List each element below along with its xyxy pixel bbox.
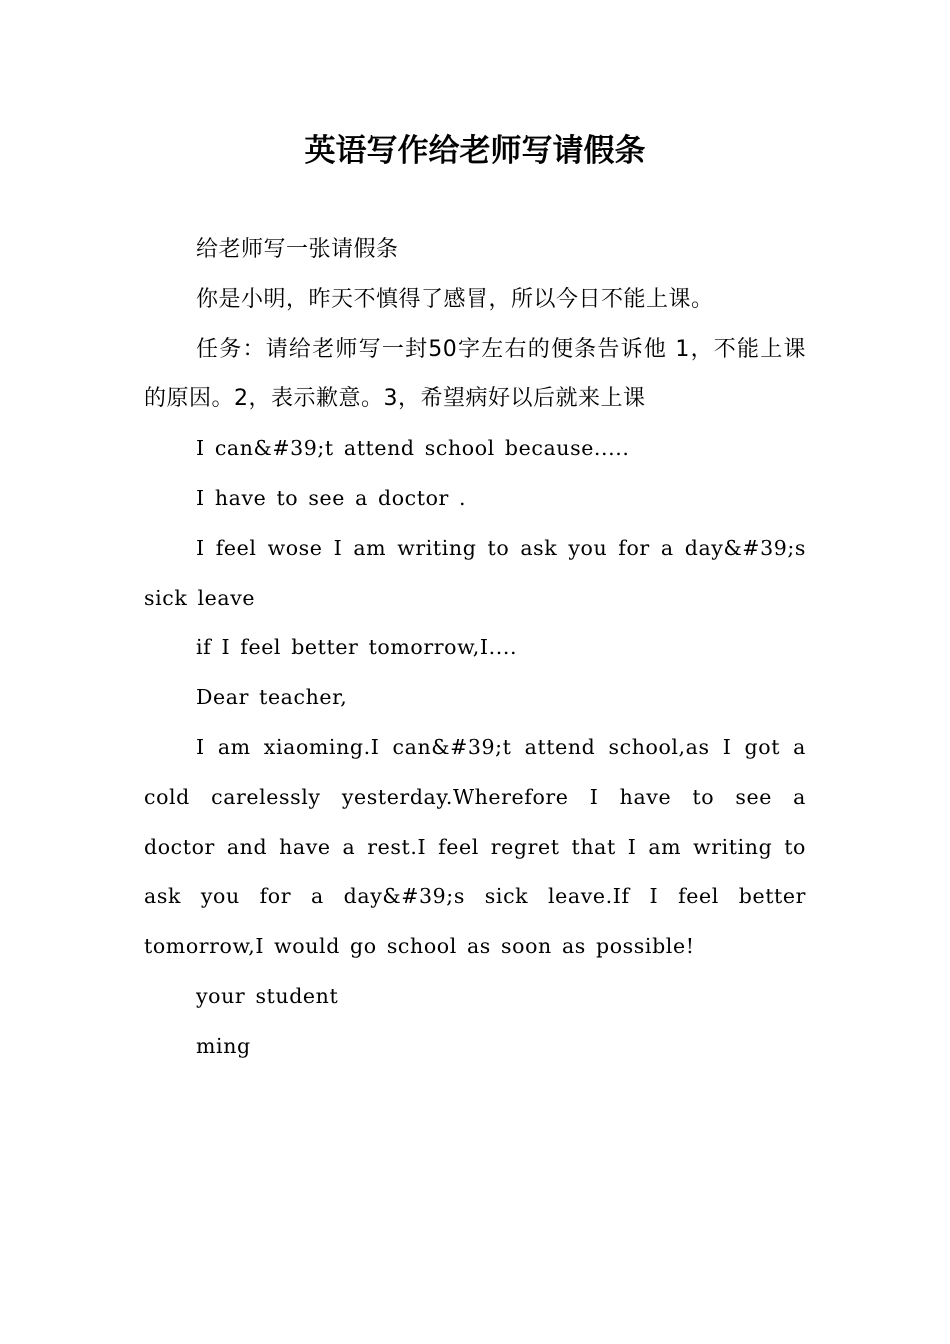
paragraph-phrase-doctor: I have to see a doctor . — [196, 485, 467, 510]
paragraph-situation: 你是小明，昨天不慎得了感冒，所以今日不能上课。 — [196, 286, 714, 312]
paragraph-phrase-attend: I can&#39;t attend school because..... — [196, 436, 630, 461]
paragraph-heading-task: 给老师写一张请假条 — [196, 237, 399, 262]
paragraph-closing: your student — [196, 983, 339, 1008]
paragraph-phrase-tomorrow: if I feel better tomorrow,I.... — [196, 635, 518, 660]
document-body — [144, 225, 806, 1072]
paragraph-signature: ming — [196, 1033, 251, 1058]
document-title: 英语写作给老师写请假条 — [304, 133, 646, 169]
paragraph-letter-body: I am xiaoming.I can&#39;t attend school,as I got a cold carelessly yesterday.Wherefore I have to see a doctor and have a rest.I feel regret that I am writing to ask you for a day&#39;s sick leave.If I feel better tomorrow,I would go school as soon as possible! — [144, 734, 806, 959]
paragraph-task-requirements: 任务：请给老师写一封50字左右的便条告诉他 1，不能上课的原因。2，表示歉意。3，希望病好以后就来上课 — [144, 336, 806, 412]
paragraph-phrase-sick-leave: I feel wose I am writing to ask you for a day&#39;s sick leave — [144, 535, 806, 610]
paragraph-salutation: Dear teacher, — [196, 685, 348, 710]
